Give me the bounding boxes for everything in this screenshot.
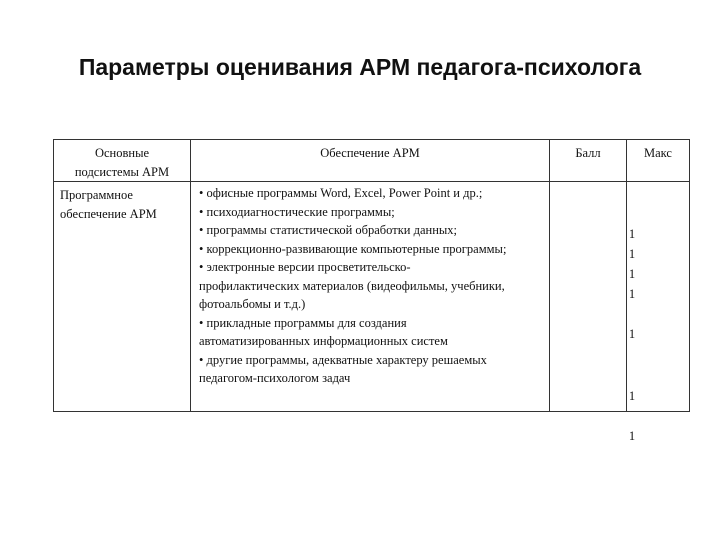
- provision-line: • электронные версии просветительско-: [199, 260, 411, 274]
- provision-line: • прикладные программы для создания: [199, 315, 407, 330]
- provision-line: • психодиагностические программы;: [199, 204, 395, 219]
- header-max: Макс: [627, 140, 690, 182]
- provision-line: педагогом-психологом задач: [199, 371, 351, 385]
- max-cell: [627, 182, 690, 443]
- provision-line: фотоальбомы и т.д.): [199, 297, 306, 311]
- max-value: 1: [628, 429, 636, 443]
- provision-line: • офисные программы Word, Excel, Power Point и др.;: [199, 186, 483, 200]
- provision-item: [199, 203, 543, 222]
- provision-line: автоматизированных информационных систем: [199, 334, 448, 348]
- parameters-table: [53, 139, 690, 443]
- max-value: 1: [628, 227, 636, 241]
- provision-item: [199, 221, 543, 240]
- header-provision: Обеспечение АРМ: [191, 140, 550, 182]
- score-cell: [550, 182, 627, 412]
- header-subsystem-line: подсистемы АРМ: [74, 164, 170, 179]
- header-score: Балл: [550, 140, 627, 182]
- provision-item: [199, 240, 543, 259]
- provision-line: • другие программы, адекватные характеру решаемых: [199, 352, 487, 367]
- max-value: 1: [628, 287, 636, 301]
- provision-item: [199, 184, 543, 203]
- slide-title: Параметры оценивания АРМ педагога-психолога: [78, 54, 642, 80]
- subsystem-line: обеспечение АРМ: [60, 206, 157, 221]
- header-subsystem: [54, 140, 191, 182]
- table-header-row: [54, 140, 690, 182]
- provision-item: [199, 351, 543, 388]
- provision-line: • коррекционно-развивающие компьютерные программы;: [199, 241, 507, 256]
- provision-line: профилактических материалов (видеофильмы, учебники,: [199, 278, 505, 293]
- table-row: [54, 182, 690, 412]
- max-value: 1: [628, 327, 636, 341]
- provision-item: [199, 314, 543, 351]
- provision-line: • программы статистической обработки данных;: [199, 223, 458, 237]
- max-value: 1: [628, 247, 636, 261]
- max-value: 1: [628, 267, 636, 281]
- provision-item: [199, 258, 543, 314]
- subsystem-cell: [54, 182, 191, 412]
- max-value: 1: [628, 389, 636, 403]
- header-subsystem-line: Основные: [94, 146, 150, 160]
- subsystem-line: Программное: [60, 188, 133, 202]
- provision-cell: [191, 182, 550, 412]
